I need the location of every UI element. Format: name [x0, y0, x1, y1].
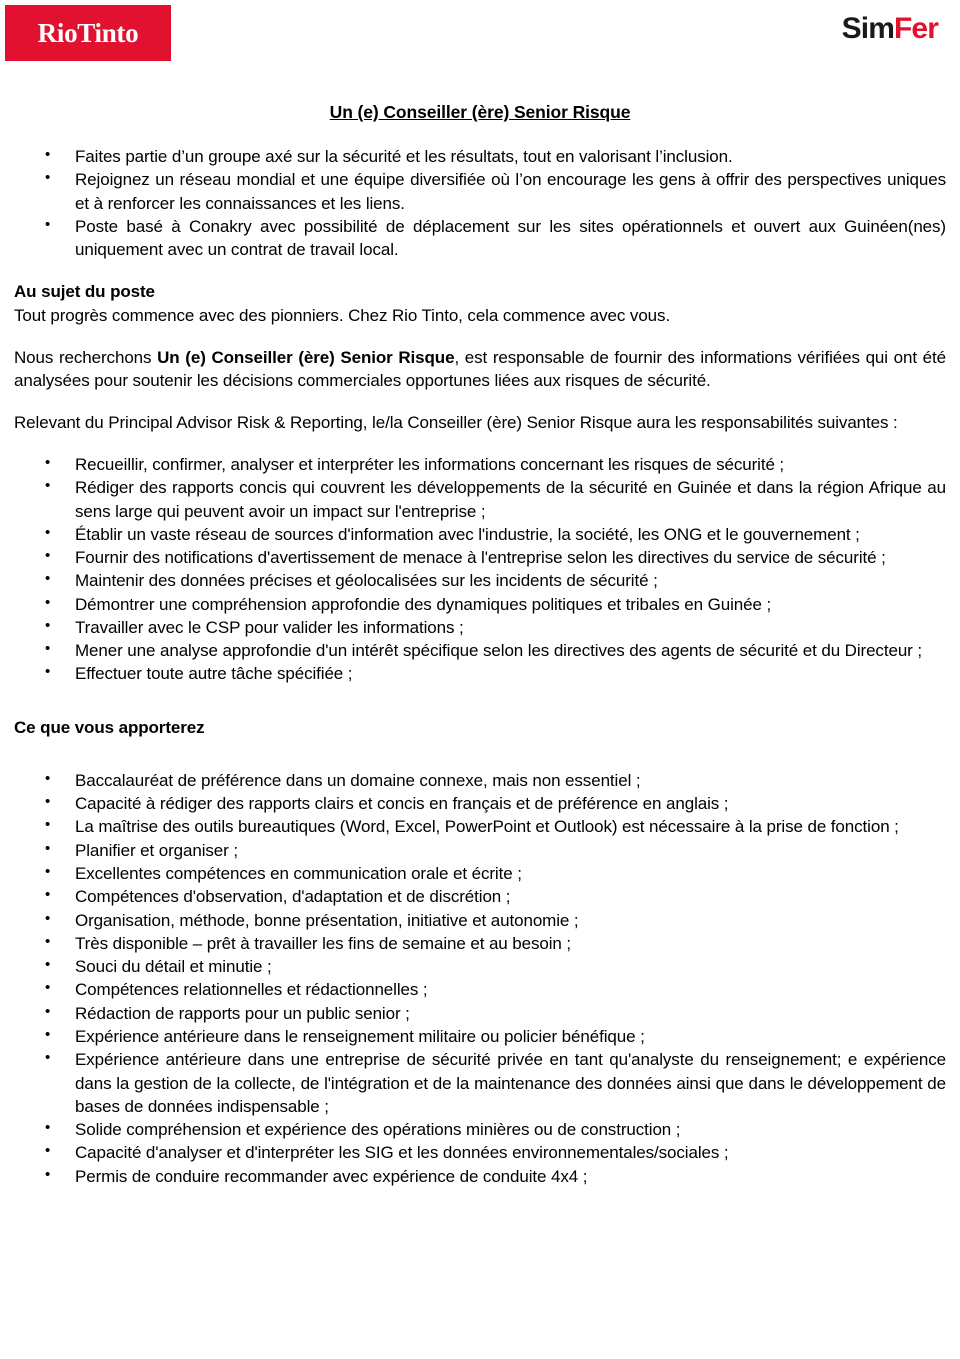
- section-heading-about: Au sujet du poste: [14, 282, 155, 302]
- about-intro-text: Tout progrès commence avec des pionniers. Chez Rio Tinto, cela commence avec vous.: [14, 305, 671, 325]
- responsibilities-list: [14, 453, 946, 686]
- section-heading-bring: Ce que vous apporterez: [14, 717, 205, 737]
- list-item: • Compétences d'observation, d'adaptation et de discrétion ;: [14, 885, 946, 908]
- rio-tinto-logo-text: RioTinto: [37, 17, 139, 48]
- list-item: • Travailler avec le CSP pour valider les informations ;: [14, 616, 946, 639]
- simfer-logo: [842, 14, 938, 44]
- qualifications-list: [14, 769, 946, 1188]
- list-item: • Compétences relationnelles et rédactionnelles ;: [14, 978, 946, 1001]
- list-item: • Effectuer toute autre tâche spécifiée ;: [14, 662, 946, 685]
- document-body: [0, 102, 960, 1188]
- list-item: • Établir un vaste réseau de sources d'information avec l'industrie, la société, les ONG et le gouvernement ;: [14, 523, 946, 546]
- list-item: • Capacité d'analyser et d'interpréter les SIG et les données environnementales/sociales ;: [14, 1141, 946, 1164]
- list-item: • Rejoignez un réseau mondial et une équipe diversifiée où l’on encourage les gens à offrir des perspectives uniques et à renforcer les connaissances et les liens.: [14, 168, 946, 215]
- list-item: • Mener une analyse approfondie d'un intérêt spécifique selon les directives des agents de sécurité et du Directeur ;: [14, 639, 946, 662]
- list-item: • Faites partie d’un groupe axé sur la sécurité et les résultats, tout en valorisant l’inclusion.: [14, 145, 946, 168]
- list-item: • Permis de conduire recommander avec expérience de conduite 4x4 ;: [14, 1165, 946, 1188]
- rio-tinto-logo: [5, 5, 171, 61]
- seeking-role-bold: Un (e) Conseiller (ère) Senior Risque: [157, 347, 455, 367]
- list-item: • Baccalauréat de préférence dans un domaine connexe, mais non essentiel ;: [14, 769, 946, 792]
- list-item: • Maintenir des données précises et géolocalisées sur les incidents de sécurité ;: [14, 569, 946, 592]
- intro-bullet-list: [14, 145, 946, 261]
- list-item: • Planifier et organiser ;: [14, 839, 946, 862]
- simfer-logo-sim: Sim: [841, 12, 894, 45]
- list-item: • Fournir des notifications d'avertissement de menace à l'entreprise selon les directives du service de sécurité ;: [14, 546, 946, 569]
- list-item: • La maîtrise des outils bureautiques (Word, Excel, PowerPoint et Outlook) est nécessaire à la prise de fonction ;: [14, 815, 946, 838]
- list-item: • Capacité à rédiger des rapports clairs et concis en français et de préférence en anglais ;: [14, 792, 946, 815]
- list-item: • Rédiger des rapports concis qui couvrent les développements de la sécurité en Guinée et dans la région Afrique au sens large qui peuvent avoir un impact sur l'entreprise ;: [14, 476, 946, 523]
- list-item: • Expérience antérieure dans le renseignement militaire ou policier bénéfique ;: [14, 1025, 946, 1048]
- seeking-prefix: Nous recherchons: [14, 347, 158, 367]
- page-title: Un (e) Conseiller (ère) Senior Risque: [329, 102, 631, 122]
- list-item: • Poste basé à Conakry avec possibilité de déplacement sur les sites opérationnels et ouvert aux Guinéen(nes) uniquement avec un contrat de travail local.: [14, 215, 946, 262]
- list-item: • Rédaction de rapports pour un public senior ;: [14, 1002, 946, 1025]
- seeking-paragraph: [14, 346, 946, 392]
- list-item: • Excellentes compétences en communication orale et écrite ;: [14, 862, 946, 885]
- list-item: • Expérience antérieure dans une entreprise de sécurité privée en tant qu'analyste du renseignement; e expérience dans la gestion de la collecte, de l'intégration et de la maintenance des données ainsi que dans le développement de bases de données indispensable ;: [14, 1048, 946, 1118]
- list-item: • Très disponible – prêt à travailler les fins de semaine et au besoin ;: [14, 932, 946, 955]
- reporting-paragraph: Relevant du Principal Advisor Risk & Reporting, le/la Conseiller (ère) Senior Risque aura les responsabilités suivantes :: [14, 412, 898, 432]
- document-header: [0, 0, 960, 74]
- list-item: • Démontrer une compréhension approfondie des dynamiques politiques et tribales en Guinée ;: [14, 593, 946, 616]
- list-item: • Organisation, méthode, bonne présentation, initiative et autonomie ;: [14, 909, 946, 932]
- list-item: • Recueillir, confirmer, analyser et interpréter les informations concernant les risques de sécurité ;: [14, 453, 946, 476]
- seeking-suffix: , est responsable de fournir des informations vérifiées qui ont été analysées pour soutenir les décisions commerciales opportunes liées aux risques de sécurité.: [14, 347, 947, 390]
- simfer-logo-fer: Fer: [894, 12, 938, 45]
- list-item: • Solide compréhension et expérience des opérations minières ou de construction ;: [14, 1118, 946, 1141]
- list-item: • Souci du détail et minutie ;: [14, 955, 946, 978]
